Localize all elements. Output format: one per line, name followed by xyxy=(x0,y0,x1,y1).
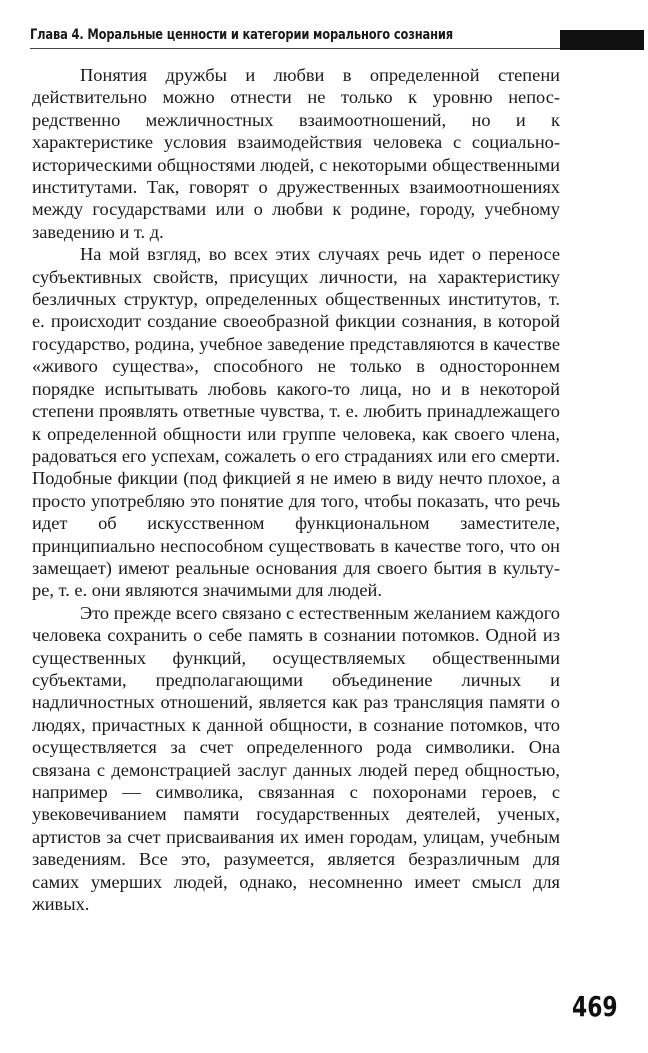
header-rule xyxy=(30,48,560,49)
chapter-title: Глава 4. Моральные ценности и категории морального сознания xyxy=(30,27,453,43)
header-black-bar xyxy=(560,30,644,50)
page-number: 469 xyxy=(572,990,618,1023)
paragraph-2: На мой взгляд, во всех этих случаях речь идет о переносе субъективных свойств, присущих личности, на характеристику безличных структур, определенных общественных институтов, т. е. происходит создание своеобразной фикции сознания, в которой государство, родина, учебное заведение представляются в качестве «живого существа», способного не только в одностороннем порядке испытывать любовь какого-то лица, но и в некоторой степени проявлять ответные чувства, т. е. любить принадлежащего к определенной общности или группе человека, как своего члена, радоваться его успехам, сожалеть о его страданиях или его смерти. Подобные фикции (под фикцией я не имею в виду нечто плохое, а просто употребляю это понятие для того, чтобы показать, что речь идет об искусственном функциональном заместителе, принципиально неспособном существовать в качестве того, что он замещает) имеют реальные основания для своего бытия в культуре, т. е. они являются значимыми для людей. xyxy=(32,244,560,601)
paragraph-3: Это прежде всего связано с естественным желанием каждого человека сохранить о себе память в сознании потомков. Одной из существенных функций, осуществляемых общественными субъектами, предполагающими объединение личных и надличностных отношений, является как раз трансляция памяти о людях, причастных к данной общности, в сознание потомков, что осуществляется за счет определенного рода символики. Она связана с демонстрацией заслуг данных людей перед общностью, например — символика, связанная с похоронами героев, с увековечиванием памяти государственных деятелей, ученых, артистов за счет присваивания их имен городам, улицам, учебным заведениям. Все это, разумеется, является безразличным для самих умерших людей, однако, несомненно имеет смысл для живых. xyxy=(32,602,560,915)
page-body xyxy=(32,64,560,915)
running-header xyxy=(30,24,614,52)
paragraph-1: Понятия дружбы и любви в определенной степени действительно можно отнести не только к уровню непосредственно межличностных взаимоотношений, но и к характеристике условия взаимодействия человека с социально-историческими общностями людей, с некоторыми общественными институтами. Так, говорят о дружественных взаимоотношениях между государствами или о любви к родине, городу, учебному заведению и т. д. xyxy=(32,65,560,242)
